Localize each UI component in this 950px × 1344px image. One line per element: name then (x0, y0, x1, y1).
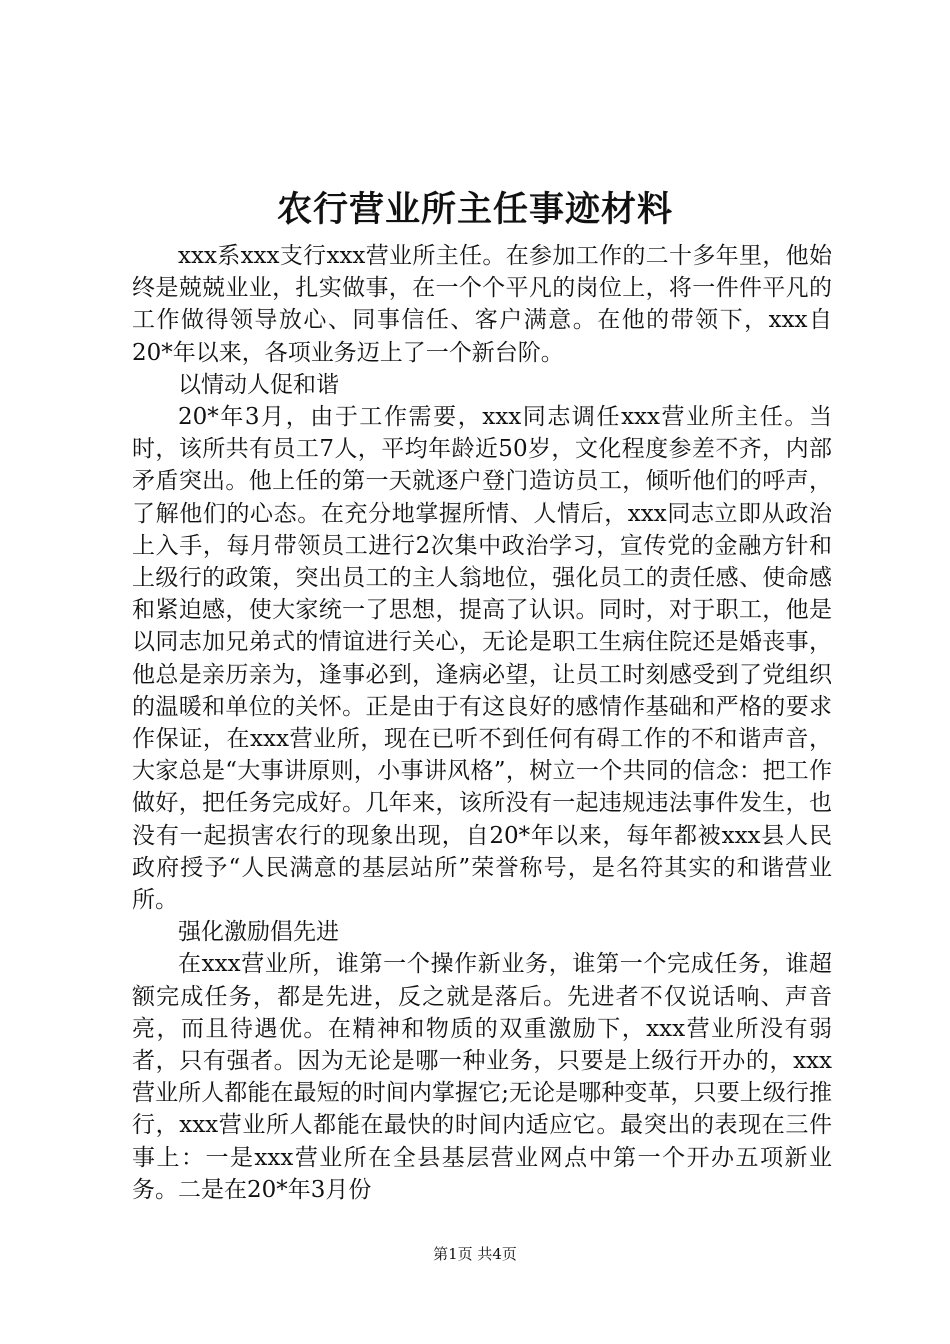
section-heading-incentive: 强化激励倡先进 (178, 919, 339, 946)
harmony-paragraph: 20*年3月，由于工作需要，xxx同志调任xxx营业所主任。当时，该所共有员工7人，平均年龄近50岁，文化程度参差不齐，内部矛盾突出。他上任的第一天就逐户登门造访员工，倾听他们的呼声，了解他们的心态。在充分地掌握所情、人情后，xxx同志立即从政治上入手，每月带领员工进行2次集中政治学习，宣传党的金融方针和上级行的政策，突出员工的主人翁地位，强化员工的责任感、使命感和紧迫感，使大家统一了思想，提高了认识。同时，对于职工，他是以同志加兄弟式的情谊进行关心，无论是职工生病住院还是婚丧事，他总是亲历亲为，逢事必到，逢病必望，让员工时刻感受到了党组织的温暖和单位的关怀。正是由于有这良好的感情作基础和严格的要求作保证，在xxx营业所，现在已听不到任何有碍工作的不和谐声音，大家总是“大事讲原则，小事讲风格”，树立一个共同的信念：把工作做好，把任务完成好。几年来，该所没有一起违规违法事件发生，也没有一起损害农行的现象出现，自20*年以来，每年都被xxx县人民政府授予“人民满意的基层站所”荣誉称号，是名符其实的和谐营业所。 (132, 404, 832, 914)
incentive-paragraph: 在xxx营业所，谁第一个操作新业务，谁第一个完成任务，谁超额完成任务，都是先进，反之就是落后。先进者不仅说话响、声音亮，而且待遇优。在精神和物质的双重激励下，xxx营业所没有弱者，只有强者。因为无论是哪一种业务，只要是上级行开办的，xxx营业所人都能在最短的时间内掌握它;无论是哪种变革，只要上级行推行，xxx营业所人都能在最快的时间内适应它。最突出的表现在三件事上：一是xxx营业所在全县基层营业网点中第一个开办五项新业务。二是在20*年3月份 (132, 951, 832, 1203)
page-number-footer: 第1页 共4页 (433, 1245, 517, 1263)
section-heading-harmony: 以情动人促和谐 (178, 371, 339, 398)
intro-paragraph: xxx系xxx支行xxx营业所主任。在参加工作的二十多年里，他始终是兢兢业业，扎实做事，在一个个平凡的岗位上，将一件件平凡的工作做得领导放心、同事信任、客户满意。在他的带领下，xxx自20*年以来，各项业务迈上了一个新台阶。 (132, 243, 832, 366)
document-body (132, 240, 832, 1206)
document-title: 农行营业所主任事迹材料 (276, 189, 673, 230)
